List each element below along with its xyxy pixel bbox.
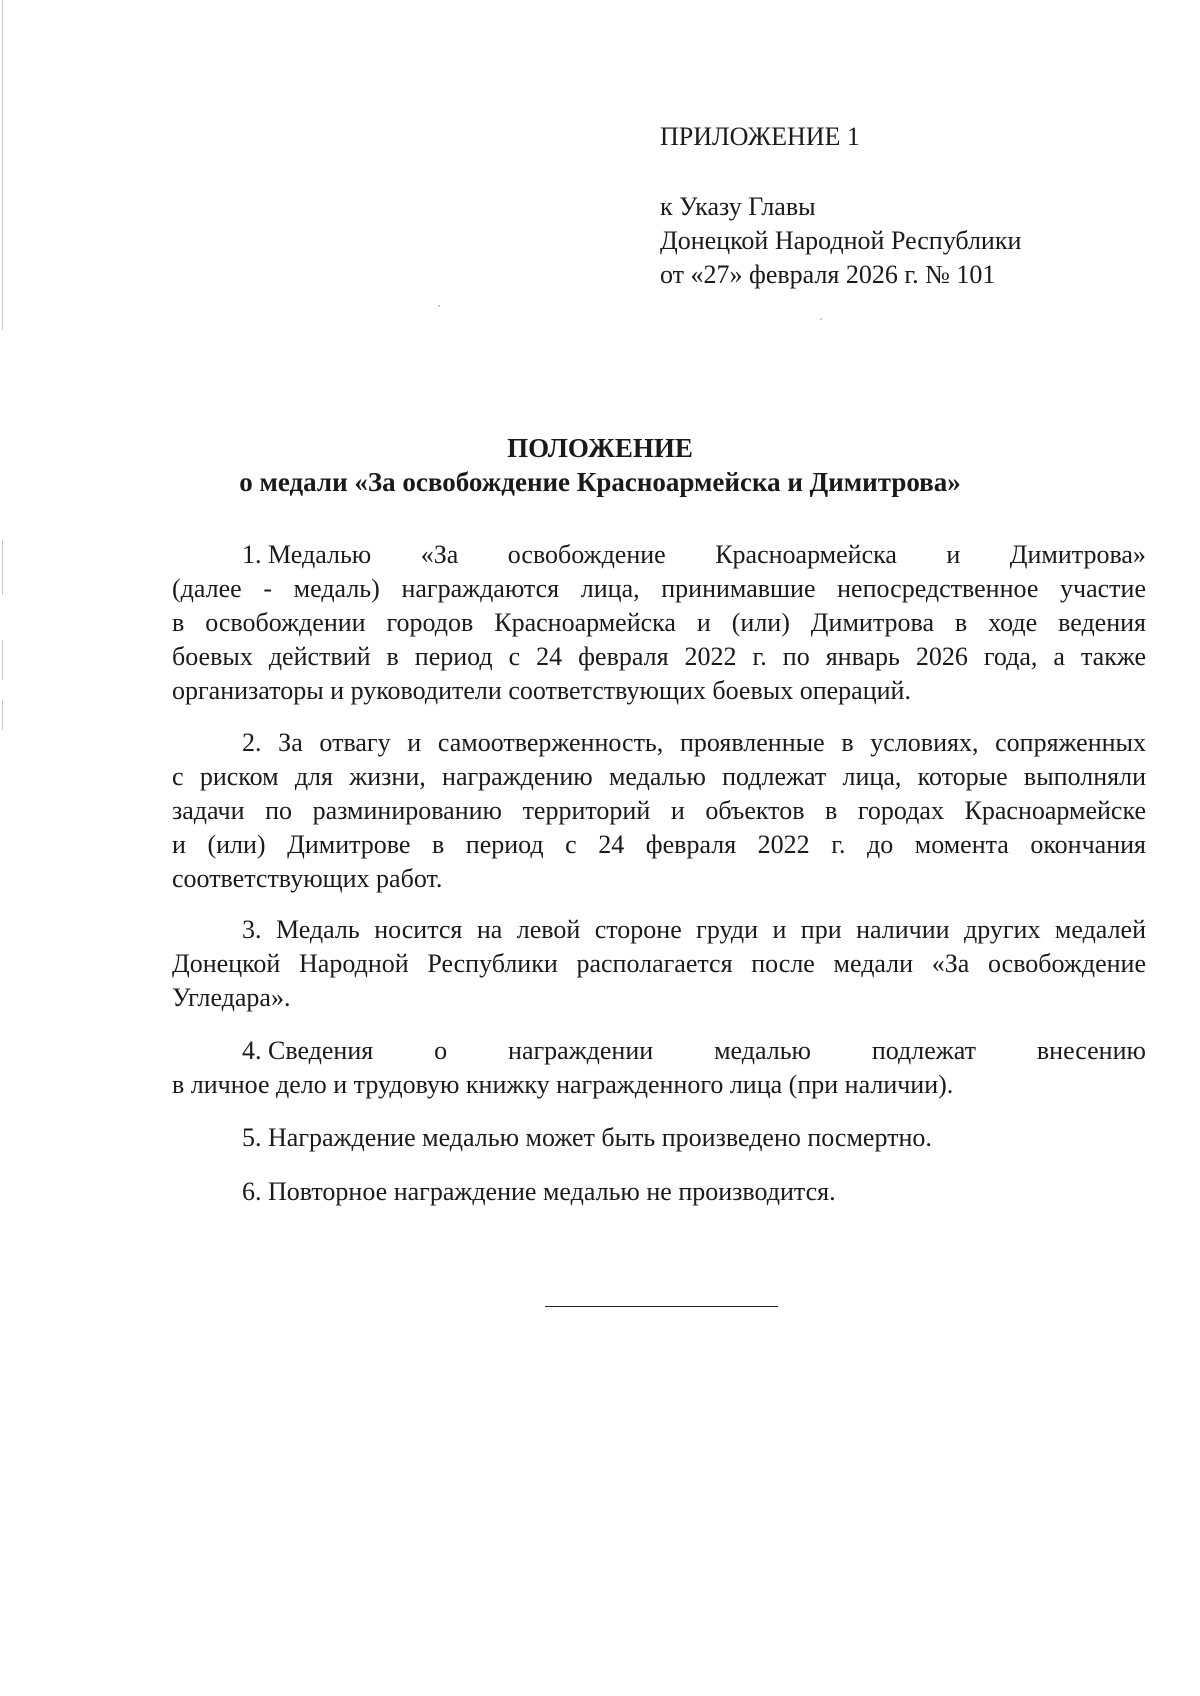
scan-speck <box>820 318 822 320</box>
word: подлежат <box>871 1036 976 1065</box>
paragraph-5: 5. Награждение медалью может быть произведено посмертно. <box>242 1123 932 1152</box>
paragraph-line: Донецкой Народной Республики располагается после медали «За освобождение <box>172 949 1146 978</box>
paragraph-line: соответствующих работ. <box>172 864 443 893</box>
paragraph-line: в личное дело и трудовую книжку награжденного лица (при наличии). <box>172 1070 954 1099</box>
paragraph-line: боевых действий в период с 24 февраля 2022 г. по январь 2026 года, а также <box>172 642 1146 671</box>
scan-margin-mark <box>2 700 3 730</box>
word: о <box>434 1036 448 1065</box>
paragraph-6: 6. Повторное награждение медалью не производится. <box>242 1177 836 1206</box>
scan-margin-mark <box>2 640 3 680</box>
document-title: ПОЛОЖЕНИЕ <box>507 433 693 463</box>
word: внесению <box>1036 1036 1146 1065</box>
word: 1. Медалью <box>242 540 372 569</box>
word: медалью <box>714 1036 811 1065</box>
word: награждении <box>508 1036 654 1065</box>
paragraph-line <box>242 538 1146 572</box>
paragraph-line: (далее - медаль) награждаются лица, принимавшие непосредственное участие <box>172 574 1146 603</box>
scan-margin-mark <box>2 540 3 595</box>
paragraph-line: 2. За отвагу и самоотверженность, проявленные в условиях, сопряженных <box>242 728 1146 757</box>
paragraph-line: в освобождении городов Красноармейска и (или) Димитрова в ходе ведения <box>172 608 1146 637</box>
scan-speck <box>438 305 440 307</box>
paragraph-line: организаторы и руководители соответствующих боевых операций. <box>172 676 911 705</box>
word: освобождение <box>507 540 666 569</box>
decree-ref-line: от «27» февраля 2026 г. № 101 <box>660 260 996 289</box>
scan-margin-mark <box>2 0 3 330</box>
appendix-label: ПРИЛОЖЕНИЕ 1 <box>660 122 860 151</box>
word: Красноармейска <box>715 540 897 569</box>
word: Димитрова» <box>1009 540 1146 569</box>
paragraph-line: и (или) Димитрове в период с 24 февраля 2022 г. до момента окончания <box>172 830 1146 859</box>
paragraph-line <box>242 1034 1146 1068</box>
document-subtitle: о медали «За освобождение Красноармейска и Димитрова» <box>239 467 961 497</box>
paragraph-line: задачи по разминированию территорий и объектов в городах Красноармейске <box>172 796 1146 825</box>
paragraph-line: с риском для жизни, награждению медалью подлежат лица, которые выполняли <box>172 762 1146 791</box>
closing-rule <box>545 1306 778 1307</box>
word: 4. Сведения <box>242 1036 374 1065</box>
word: «За <box>420 540 459 569</box>
decree-ref-line: к Указу Главы <box>660 192 816 221</box>
word: и <box>946 540 961 569</box>
paragraph-line: 3. Медаль носится на левой стороне груди и при наличии других медалей <box>242 915 1146 944</box>
paragraph-line: Угледара». <box>172 983 291 1012</box>
decree-ref-line: Донецкой Народной Республики <box>660 226 1022 255</box>
